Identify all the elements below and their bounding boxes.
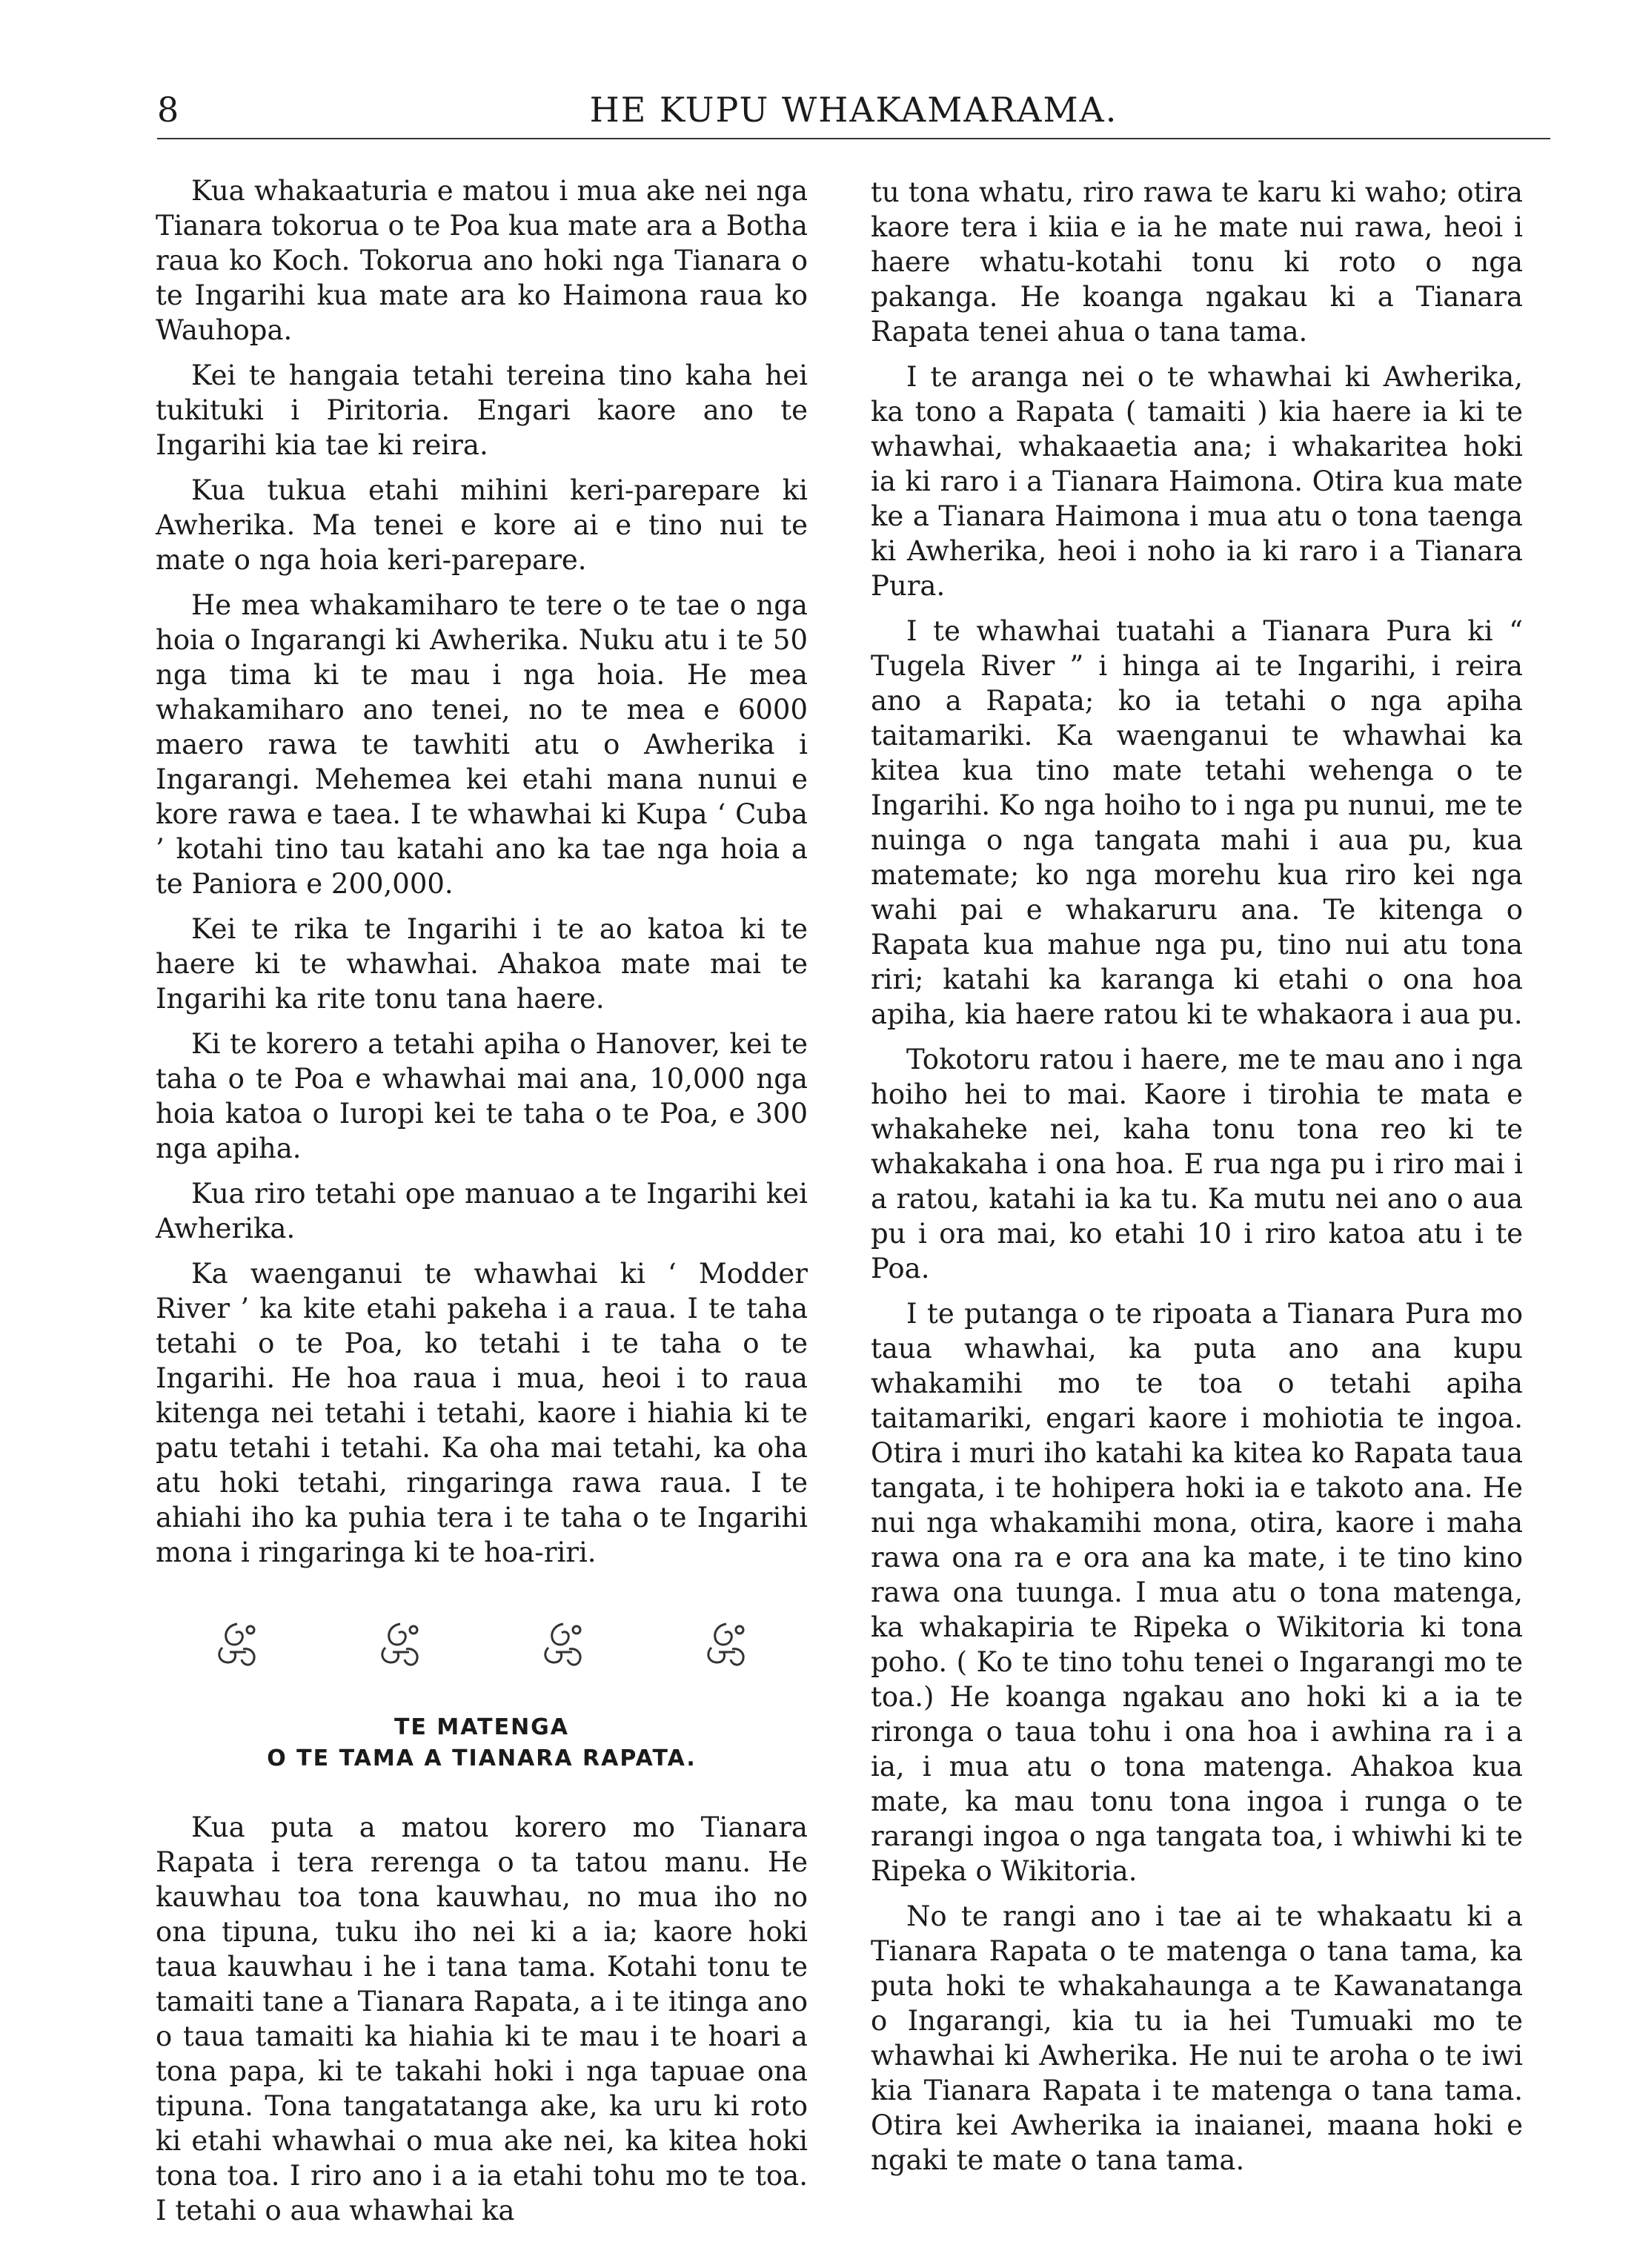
paragraph: I te putanga o te ripoata a Tianara Pura mo taua whawhai, ka puta ano ana kupu whakamihi mo te toa o tetahi apiha taitamariki, engari kaore i mohiotia te ingoa. Otira i muri iho katahi ka kitea ko Rapata taua tangata, i te hohipera hoki ia e takoto ana. He nui nga whakamihi mona, otira, kaore i maha rawa ona ra e ora ana ka mate, i te tino kino rawa ona tuunga. I mua atu o tona matenga, ka whakapiria te Ripeka o Wikitoria ki tona poho. ( Ko te tino tohu tenei o Ingarangi mo te toa.) He koanga ngakau ano hoki ki a ia te rironga o taua tohu i ona hoa i awhina ra i a ia, i mua atu o tona matenga. Ahakoa kua mate, ka mau tonu tona ingoa i runga o te rarangi ingoa o nga tangata toa, i whiwhi ki te Ripeka o Wikitoria. <box>871 1298 1523 1887</box>
paragraph: Kua whakaaturia e matou i mua ake nei nga Tianara tokorua o te Poa kua mate ara a Botha raua ko Koch. Tokorua ano hoki nga Tianara o te Ingarihi kua mate ara ko Haimona raua ko Wauhopa. <box>156 175 808 346</box>
fleuron-ornament-icon <box>534 1615 593 1674</box>
paragraph: Kua riro tetahi ope manuao a te Ingarihi kei Awherika. <box>156 1178 808 1244</box>
page-header <box>157 87 1550 136</box>
header-rule <box>157 138 1550 139</box>
paragraph: Kua puta a matou korero mo Tianara Rapata i tera rerenga o ta tatou manu. He kauwhau toa tona kauwhau, no mua iho no ona tipuna, tuku iho nei ki a ia; kaore hoki taua kauwhau i he i tana tama. Kotahi tonu te tamaiti tane a Tianara Rapata, a i te itinga ano o taua tamaiti ka hiahia ki te mau i te hoari a tona papa, ki te takahi hoki i nga tapuae ona tipuna. Tona tangatatanga ake, ka uru ki roto ki etahi whawhai o mua ake nei, ka kitea hoki tona toa. I riro ano i a ia etahi tohu mo te toa. I tetahi o aua whawhai ka <box>156 1811 808 2226</box>
ornament-row <box>156 1611 808 1678</box>
fleuron-ornament-icon <box>371 1615 430 1674</box>
page-number: 8 <box>157 90 179 130</box>
paragraph: He mea whakamiharo te tere o te tae o nga hoia o Ingarangi ki Awherika. Nuku atu i te 50 nga tima ki te mau i nga hoia. He mea whakamiharo ano tenei, no te mea e 6000 maero rawa te tawhiti atu o Awherika i Ingarangi. Mehemea kei etahi mana nunui e kore rawa e taea. I te whawhai ki Kupa ‘ Cuba ’ kotahi tino tau katahi ano ka tae nga hoia a te Paniora e 200,000. <box>156 589 808 900</box>
paragraph: I te whawhai tuatahi a Tianara Pura ki “ Tugela River ” i hinga ai te Ingarihi, i reira ano a Rapata; ko ia tetahi o nga apiha taitamariki. Ka waenganui te whawhai ka kitea kua tino mate tetahi wehenga o te Ingarihi. Ko nga hoiho to i nga pu nunui, me te nuinga o nga tangata mahi i aua pu, kua matemate; ko nga morehu kua riro kei nga wahi pai e whakaruru ana. Te kitenga o Rapata kua mahue nga pu, tino nui atu tona riri; katahi ka karanga ki etahi o ona hoa apiha, kia haere ratou ki te whakaora i aua pu. <box>871 615 1524 1030</box>
paragraph: Kei te hangaia tetahi tereina tino kaha hei tukituki i Piritoria. Engari kaore ano te Ingarihi kia tae ki reira. <box>156 359 808 461</box>
paragraph: Ka waenganui te whawhai ki ‘ Modder River ’ ka kite etahi pakeha i a raua. I te taha tetahi o te Poa, ko tetahi i te taha o te Ingarihi. He hoa raua i mua, heoi i to raua kitenga nei tetahi i tetahi, kaore i hiahia ki te patu tetahi i tetahi. Ka oha mai tetahi, ka oha atu hoki tetahi, ringaringa rawa raua. I te ahiahi iho ka puhia tera i te taha o te Ingarihi mona i ringaringa ki te hoa-riri. <box>156 1258 808 1568</box>
section-title <box>156 1712 808 1774</box>
paragraph: I te aranga nei o te whawhai ki Awherika, ka tono a Rapata ( tamaiti ) kia haere ia ki te whawhai, whakaaetia ana; i whakaritea hoki ia ki raro i a Tianara Haimona. Otira kua mate ke a Tianara Haimona i mua atu o tona taenga ki Awherika, heoi i noho ia ki raro i a Tianara Pura. <box>871 361 1523 602</box>
fleuron-ornament-icon <box>207 1615 267 1674</box>
section-title-line: TE MATENGA <box>394 1714 570 1740</box>
right-column <box>871 175 1523 2188</box>
running-head: HE KUPU WHAKAMARAMA. <box>589 90 1118 130</box>
paragraph: Kua tukua etahi mihini keri-parepare ki Awherika. Ma tenei e kore ai e tino nui te mate o nga hoia keri-parepare. <box>156 474 808 576</box>
section-title-line: O TE TAMA A TIANARA RAPATA. <box>267 1745 697 1771</box>
paragraph: tu tona whatu, riro rawa te karu ki waho; otira kaore tera i kiia e ia he mate nui rawa, heoi i haere whatu-kotahi tonu ki roto o nga pakanga. He koanga ngakau ki a Tianara Rapata tenei ahua o tana tama. <box>871 176 1523 348</box>
paragraph: Ki te korero a tetahi apiha o Hanover, kei te taha o te Poa e whawhai mai ana, 10,000 nga hoia katoa o Iuropi kei te taha o te Poa, e 300 nga apiha. <box>156 1028 808 1164</box>
paragraph: Kei te rika te Ingarihi i te ao katoa ki te haere ki te whawhai. Ahakoa mate mai te Ingarihi ka rite tonu tana haere. <box>156 913 808 1015</box>
fleuron-ornament-icon <box>697 1615 756 1674</box>
paragraph: No te rangi ano i tae ai te whakaatu ki a Tianara Rapata o te matenga o tana tama, ka puta hoki te whakahaunga a te Kawanatanga o Ingarangi, kia tu ia hei Tumuaki mo te whawhai ki Awherika. He nui te aroha o te iwi kia Tianara Rapata i te matenga o tana tama. Otira kei Awherika ia inaianei, maana hoki e ngaki te mate o tana tama. <box>871 1900 1523 2176</box>
left-column <box>156 173 808 2238</box>
paragraph: Tokotoru ratou i haere, me te mau ano i nga hoiho hei to mai. Kaore i tirohia te mata e whakaheke nei, kaha tonu tona reo ki te whakakaha i ona hoa. E rua nga pu i riro mai i a ratou, katahi ia ka tu. Ka mutu nei ano o aua pu i ora mai, ko etahi 10 i riro katoa atu i te Poa. <box>871 1044 1523 1284</box>
